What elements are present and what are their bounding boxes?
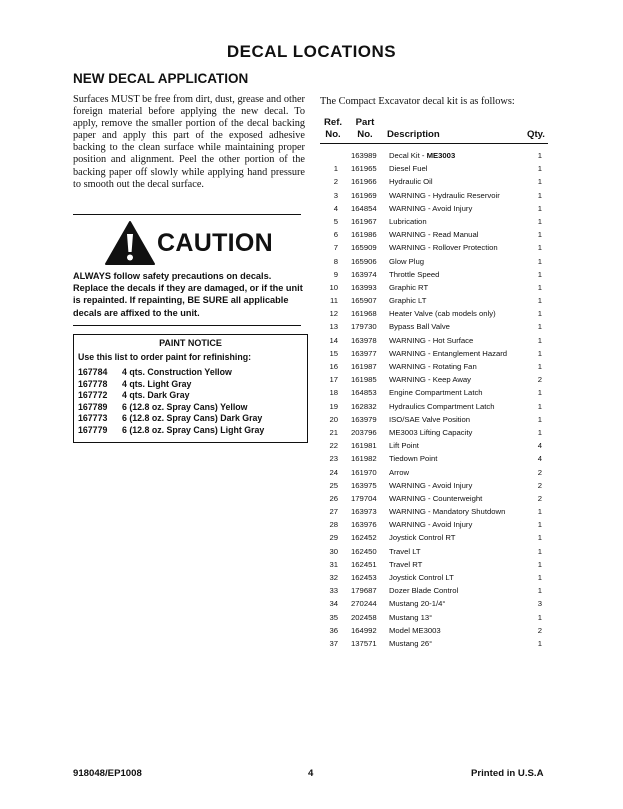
ref-number: 9 xyxy=(333,269,338,279)
description: WARNING - Avoid Injury xyxy=(389,203,473,213)
table-row xyxy=(320,334,548,347)
table-row xyxy=(320,611,548,624)
description: ME3003 Lifting Capacity xyxy=(389,427,473,437)
paint-part-number: 167779 xyxy=(78,424,108,435)
part-number: 161969 xyxy=(351,190,377,200)
paint-part-number: 167772 xyxy=(78,390,108,401)
paint-item xyxy=(78,367,303,379)
quantity: 1 xyxy=(537,388,542,398)
part-number: 163989 xyxy=(351,151,377,160)
table-row xyxy=(320,558,548,571)
ref-number: 25 xyxy=(329,480,338,490)
description: Diesel Fuel xyxy=(389,164,428,174)
description: WARNING - Read Manual xyxy=(389,230,479,240)
quantity: 2 xyxy=(537,467,542,477)
section-heading: NEW DECAL APPLICATION xyxy=(73,71,249,86)
caution-word: CAUTION xyxy=(157,228,273,257)
part-number: 163975 xyxy=(351,480,377,490)
description: Joystick Control RT xyxy=(389,533,456,543)
rule-above-caution xyxy=(73,214,301,215)
ref-number: 6 xyxy=(333,230,338,240)
part-number: 163993 xyxy=(351,282,377,292)
table-row xyxy=(320,241,548,254)
ref-number: 7 xyxy=(333,243,338,253)
quantity: 1 xyxy=(537,335,542,345)
quantity: 2 xyxy=(537,480,542,490)
part-number: 164853 xyxy=(351,388,377,398)
table-row xyxy=(320,294,548,307)
part-number: 161965 xyxy=(351,164,377,174)
table-row xyxy=(320,307,548,320)
table-row xyxy=(320,637,548,650)
part-number: 163978 xyxy=(351,335,377,345)
description: Glow Plug xyxy=(389,256,425,266)
table-row xyxy=(320,452,548,465)
table-row xyxy=(320,360,548,373)
part-number: 270244 xyxy=(351,599,377,609)
quantity: 1 xyxy=(537,559,542,569)
table-row xyxy=(320,386,548,399)
paint-description: 4 qts. Construction Yellow xyxy=(122,367,232,377)
description: ISO/SAE Valve Position xyxy=(389,414,471,424)
description: Bypass Ball Valve xyxy=(389,322,450,332)
table-row xyxy=(320,505,548,518)
quantity: 2 xyxy=(537,375,542,385)
part-number: 165906 xyxy=(351,256,377,266)
page-title: DECAL LOCATIONS xyxy=(226,42,397,61)
decal-kit-table xyxy=(320,149,548,650)
ref-number: 4 xyxy=(333,203,338,213)
description: Lift Point xyxy=(389,441,419,451)
description: Hydraulic Oil xyxy=(389,177,433,187)
description: Throttle Speed xyxy=(389,269,440,279)
quantity: 1 xyxy=(537,427,542,437)
ref-number: 17 xyxy=(329,375,338,385)
footer-printed: Printed in U.S.A xyxy=(471,768,544,779)
part-number: 164854 xyxy=(351,203,377,213)
description: Travel RT xyxy=(389,559,423,569)
description: WARNING - Hot Surface xyxy=(389,335,474,345)
part-number: 179730 xyxy=(351,322,377,332)
quantity: 1 xyxy=(537,309,542,319)
part-number: 163974 xyxy=(351,269,377,279)
part-number: 164992 xyxy=(351,625,377,635)
paint-part-number: 167773 xyxy=(78,413,108,424)
description: WARNING - Counterweight xyxy=(389,493,483,503)
paint-description: 4 qts. Dark Gray xyxy=(122,390,190,401)
part-number: 162452 xyxy=(351,533,377,543)
description: WARNING - Avoid Injury xyxy=(389,520,473,530)
paint-part-number: 167789 xyxy=(78,401,108,412)
ref-number: 5 xyxy=(333,216,338,226)
part-number: 161982 xyxy=(351,454,377,464)
header-qty: Qty. xyxy=(527,129,545,140)
ref-number: 11 xyxy=(330,296,338,306)
part-number: 203796 xyxy=(351,427,377,437)
table-row xyxy=(320,228,548,241)
paint-description: 6 (12.8 oz. Spray Cans) Yellow xyxy=(122,401,248,412)
ref-number: 33 xyxy=(329,586,338,596)
paint-description: 6 (12.8 oz. Spray Cans) Dark Gray xyxy=(122,413,263,424)
part-number: 165907 xyxy=(351,296,377,306)
table-row xyxy=(320,175,548,188)
table-row xyxy=(320,624,548,637)
footer-page-number: 4 xyxy=(308,768,314,779)
table-row xyxy=(320,149,548,162)
quantity: 1 xyxy=(537,282,542,292)
rule-below-caution xyxy=(73,325,301,326)
quantity: 1 xyxy=(537,638,542,648)
description: Graphic LT xyxy=(389,296,427,306)
ref-number: 35 xyxy=(329,612,338,622)
quantity: 2 xyxy=(537,625,542,635)
table-row xyxy=(320,492,548,505)
description: WARNING - Entanglement Hazard xyxy=(389,348,508,358)
ref-number: 31 xyxy=(329,559,338,569)
quantity: 1 xyxy=(537,269,542,279)
ref-number: 8 xyxy=(333,256,338,266)
part-number: 162453 xyxy=(351,573,377,582)
part-number: 179687 xyxy=(351,586,377,596)
ref-number: 26 xyxy=(329,493,338,503)
ref-number: 20 xyxy=(329,414,338,424)
table-header-rule xyxy=(320,143,548,144)
quantity: 1 xyxy=(537,322,542,332)
ref-number: 14 xyxy=(329,335,338,345)
caution-banner xyxy=(104,220,273,266)
paint-notice-title: PAINT NOTICE xyxy=(159,338,222,348)
description: WARNING - Rotating Fan xyxy=(389,362,477,371)
paint-item xyxy=(78,413,303,425)
ref-number: 3 xyxy=(333,190,338,200)
table-row xyxy=(320,439,548,452)
description: WARNING - Mandatory Shutdown xyxy=(389,507,506,517)
ref-number: 18 xyxy=(329,388,338,398)
part-number: 165909 xyxy=(351,243,377,253)
ref-number: 28 xyxy=(329,520,338,530)
table-row xyxy=(320,413,548,426)
table-row xyxy=(320,255,548,268)
part-number: 162832 xyxy=(351,401,377,411)
ref-number: 32 xyxy=(329,573,338,582)
quantity: 1 xyxy=(537,203,542,213)
quantity: 1 xyxy=(537,348,542,358)
table-row xyxy=(320,466,548,479)
part-number: 163973 xyxy=(351,507,377,517)
description: Arrow xyxy=(389,467,410,477)
quantity: 1 xyxy=(537,586,542,596)
description: WARNING - Keep Away xyxy=(389,375,472,385)
part-number: 137571 xyxy=(351,638,377,648)
table-row xyxy=(320,584,548,597)
paint-item xyxy=(78,390,303,402)
table-row xyxy=(320,162,548,175)
description: Mustang 26° xyxy=(389,638,433,648)
table-row xyxy=(320,545,548,558)
quantity: 2 xyxy=(537,493,542,503)
part-number: 163979 xyxy=(351,414,377,424)
quantity: 1 xyxy=(537,507,542,517)
part-number: 161985 xyxy=(351,375,377,385)
quantity: 1 xyxy=(537,190,542,200)
ref-number: 21 xyxy=(329,427,338,437)
quantity: 1 xyxy=(537,296,542,306)
part-number: 161970 xyxy=(351,467,377,477)
ref-number: 24 xyxy=(329,467,338,477)
kit-intro: The Compact Excavator decal kit is as follows: xyxy=(320,96,515,107)
ref-number: 29 xyxy=(329,533,338,543)
quantity: 1 xyxy=(537,230,542,240)
description: Decal Kit - ME3003 xyxy=(389,151,456,160)
table-row xyxy=(320,400,548,413)
ref-number: 2 xyxy=(333,177,338,187)
ref-number: 19 xyxy=(329,401,338,411)
quantity: 1 xyxy=(537,243,542,253)
part-number: 179704 xyxy=(351,493,377,503)
table-row xyxy=(320,215,548,228)
part-number: 161986 xyxy=(351,230,377,240)
ref-number: 34 xyxy=(329,599,338,609)
part-number: 161981 xyxy=(351,441,377,451)
table-row xyxy=(320,320,548,333)
part-number: 163977 xyxy=(351,348,377,358)
quantity: 1 xyxy=(537,573,542,582)
description: Hydraulics Compartment Latch xyxy=(389,401,495,411)
header-description: Description xyxy=(387,129,440,140)
description: Mustang 20-1/4° xyxy=(389,599,446,609)
table-row xyxy=(320,518,548,531)
quantity: 1 xyxy=(537,177,542,187)
paint-part-number: 167784 xyxy=(78,367,108,377)
part-number: 161987 xyxy=(351,362,377,371)
part-number: 162450 xyxy=(351,546,377,556)
table-row xyxy=(320,531,548,544)
paint-item xyxy=(78,379,303,391)
paint-item-list xyxy=(78,367,303,437)
ref-number: 27 xyxy=(329,507,338,517)
ref-number: 36 xyxy=(329,625,338,635)
table-row xyxy=(320,426,548,439)
description: WARNING - Avoid Injury xyxy=(389,480,473,490)
description: Mustang 13° xyxy=(389,612,433,622)
quantity: 1 xyxy=(537,414,542,424)
ref-number: 1 xyxy=(333,164,338,174)
caution-text: ALWAYS follow safety precautions on decals. Replace the decals if they are damaged, or if the unit is repainted. If repainting, BE SURE all applicable decals are affixed to the unit. xyxy=(73,271,303,318)
description: WARNING - Hydraulic Reservoir xyxy=(389,190,500,200)
intro-paragraph: Surfaces MUST be free from dirt, dust, grease and other foreign material before applying the new decal. To apply, remove the smaller portion of the decal backing paper and apply this part of the exposed adhesive backing to the clean surface while maintaining proper position and alignment. Peel the other portion of the backing paper off slowly while applying hand pressure to smooth out the decal surface. xyxy=(73,94,305,190)
table-row xyxy=(320,479,548,492)
table-row xyxy=(320,268,548,281)
header-part: Part No. xyxy=(355,117,375,140)
quantity: 1 xyxy=(537,151,542,160)
quantity: 1 xyxy=(537,533,542,543)
footer-doc-number: 918048/EP1008 xyxy=(73,768,142,779)
quantity: 1 xyxy=(537,546,542,556)
description: Lubrication xyxy=(389,216,427,226)
ref-number: 23 xyxy=(329,454,338,464)
quantity: 1 xyxy=(537,164,542,174)
table-row xyxy=(320,347,548,360)
description: WARNING - Rollover Protection xyxy=(389,243,498,253)
paint-notice-box xyxy=(73,334,308,443)
paint-item xyxy=(78,425,303,437)
description: Graphic RT xyxy=(389,282,429,292)
quantity: 1 xyxy=(537,256,542,266)
quantity: 1 xyxy=(537,216,542,226)
description: Joystick Control LT xyxy=(389,573,454,582)
ref-number: 16 xyxy=(329,362,338,371)
description: Heater Valve (cab models only) xyxy=(389,309,496,319)
paint-description: 6 (12.8 oz. Spray Cans) Light Gray xyxy=(122,424,265,435)
table-row xyxy=(320,597,548,610)
part-number: 161968 xyxy=(351,309,377,319)
header-ref: Ref. No. xyxy=(323,117,343,140)
paint-part-number: 167778 xyxy=(78,378,108,389)
part-number: 163976 xyxy=(351,520,377,530)
table-row xyxy=(320,373,548,386)
description: Travel LT xyxy=(389,546,421,556)
part-number: 202458 xyxy=(351,612,377,622)
quantity: 1 xyxy=(537,612,542,622)
ref-number: 13 xyxy=(329,322,338,332)
description: Engine Compartment Latch xyxy=(389,388,483,398)
table-row xyxy=(320,571,548,584)
table-row xyxy=(320,202,548,215)
ref-number: 22 xyxy=(329,441,338,451)
paint-description: 4 qts. Light Gray xyxy=(122,378,192,389)
description: Tiedown Point xyxy=(389,454,438,464)
quantity: 1 xyxy=(537,520,542,530)
ref-number: 15 xyxy=(329,348,338,358)
quantity: 4 xyxy=(537,441,542,451)
ref-number: 37 xyxy=(329,638,338,648)
part-number: 161967 xyxy=(351,216,377,226)
warning-triangle-icon xyxy=(104,220,156,266)
part-number: 162451 xyxy=(351,559,377,569)
quantity: 1 xyxy=(537,362,542,371)
ref-number: 30 xyxy=(329,546,338,556)
quantity: 1 xyxy=(537,401,542,411)
description: Model ME3003 xyxy=(389,625,441,635)
ref-number: 12 xyxy=(329,309,338,319)
table-row xyxy=(320,189,548,202)
table-row xyxy=(320,281,548,294)
part-number: 161966 xyxy=(351,177,377,187)
ref-number: 10 xyxy=(329,282,338,292)
paint-notice-instruction: Use this list to order paint for refinishing: xyxy=(78,352,252,362)
quantity: 3 xyxy=(537,599,542,609)
description: Dozer Blade Control xyxy=(389,586,459,596)
quantity: 4 xyxy=(537,454,542,464)
paint-item xyxy=(78,402,303,414)
